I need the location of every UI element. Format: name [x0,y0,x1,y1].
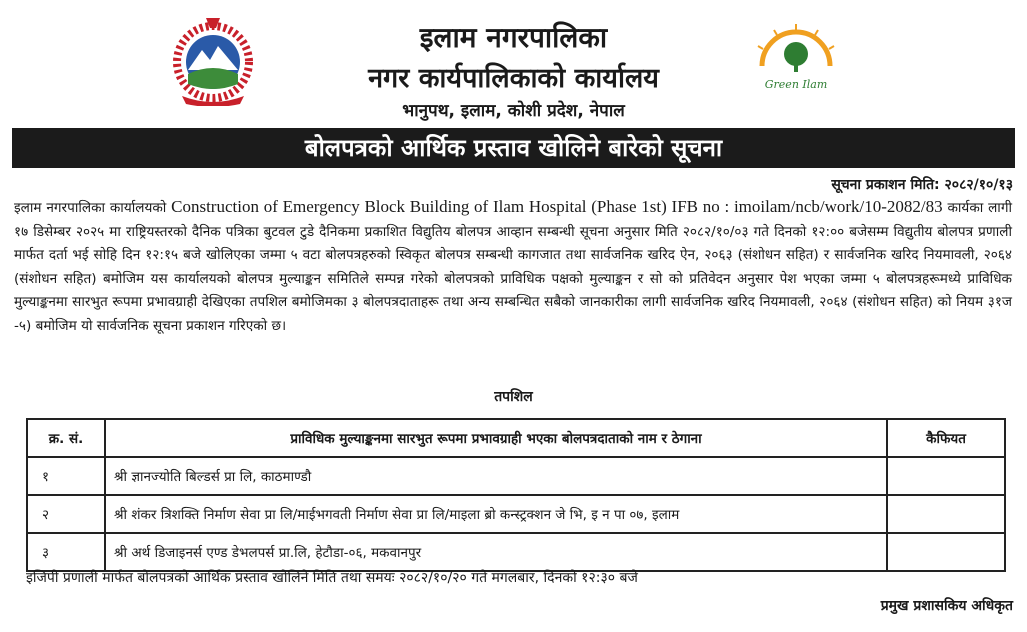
table-row [27,457,1005,495]
col-header-sn: क्र. सं. [27,419,105,457]
row-sn: ३ [27,533,105,571]
row-sn: २ [27,495,105,533]
svg-text:Green Ilam: Green Ilam [764,78,828,91]
office-name: नगर कार्यपालिकाको कार्यालय [368,63,659,94]
row-bidder: श्री ज्ञानज्योति बिल्डर्स प्रा लि, काठमाण्डौ [105,457,887,495]
municipality-name: इलाम नगरपालिका [419,21,608,54]
body-text-part1: इलाम नगरपालिका कार्यालयको [14,200,172,216]
notice-body [14,195,1012,338]
notice-title-banner: बोलपत्रको आर्थिक प्रस्ताव खोलिने बारेको सूचना [12,128,1015,168]
row-sn: १ [27,457,105,495]
project-name: Construction of Emergency Block Building of Ilam Hospital (Phase 1st) IFB no : imoilam/ncb/work/10-2082/83 [171,197,943,216]
row-bidder: श्री शंकर त्रिशक्ति निर्माण सेवा प्रा लि/माईभगवती निर्माण सेवा प्रा लि/माइला ब्रो कन्स्ट्रक्शन जे भि, इ न पा ०७, इलाम [105,495,887,533]
table-title: तपशिल [494,389,533,405]
office-address: भानुपथ, इलाम, कोशी प्रदेश, नेपाल [402,101,625,121]
publish-date: सूचना प्रकाशन मिति: २०८२/१०/१३ [831,177,1013,193]
table-row [27,495,1005,533]
table-row [27,533,1005,571]
col-header-bidder: प्राविधिक मुल्याङ्कनमा सारभुत रूपमा प्रभावग्राही भएका बोलपत्रदाताको नाम र ठेगाना [105,419,887,457]
col-header-remarks: कैफियत [887,419,1005,457]
body-text-part2: कार्यका लागी १७ डिसेम्बर २०२५ मा राष्ट्रियस्तरको दैनिक पत्रिका बुटवल टुडे दैनिकमा प्रकाशित विद्युतिय बोलपत्र आव्हान सम्बन्धी सूचना अनुसार मिति २०८२/१०/०३ गते दिनको १२:०० बजेसम्म विद्युतीय बोलपत्र प्रणाली मार्फत दर्ता भई सोहि दिन १२:१५ बजे खोलिएका जम्मा ५ वटा बोलपत्रहरुको स्विकृत बोलपत्र सम्बन्धी कागजात तथा सार्वजनिक खरिद ऐन, २०६३ (संशोधन सहित) र सार्वजनिक खरिद नियमावली, २०६४ (संशोधन सहित) बमोजिम यस कार्यालयको बोलपत्र मुल्याङ्कन समितिले सम्पन्न गरेको बोलपत्रको प्राविधिक पक्षको मुल्याङ्कन र सो को प्रतिवेदन अनुसार पेश भएका जम्मा ५ बोलपत्रहरूमध्ये प्राविधिक मुल्याङ्कनमा सारभुत रूपमा प्रभावग्राही देखिएका तपशिल बमोजिमका ३ बोलपत्रदाताहरू तथा अन्य सम्बन्धित सबैको जानकारीका लागी सार्वजनिक खरिद नियमावली, २०६४ (संशोधन सहित) को नियम ३१ज -५) बमोजिम यो सार्वजनिक सूचना प्रकाशन गरिएको छ। [14,200,1013,334]
bidders-table [26,418,1006,572]
letterhead [0,0,1027,126]
table-header-row [27,419,1005,457]
row-remarks [887,495,1005,533]
row-remarks [887,533,1005,571]
signatory-title: प्रमुख प्रशासकिय अधिकृत [880,598,1013,614]
row-bidder: श्री अर्थ डिजाइनर्स एण्ड डेभलपर्स प्रा.लि, हेटौडा-०६, मकवानपुर [105,533,887,571]
opening-info: इजिपी प्रणाली मार्फत बोलपत्रको आर्थिक प्रस्ताव खोलिने मिति तथा समयः २०८२/१०/२० गते मंगलबार, दिनको १२:३० बजे [26,570,638,586]
green-ilam-logo [748,22,844,96]
row-remarks [887,457,1005,495]
